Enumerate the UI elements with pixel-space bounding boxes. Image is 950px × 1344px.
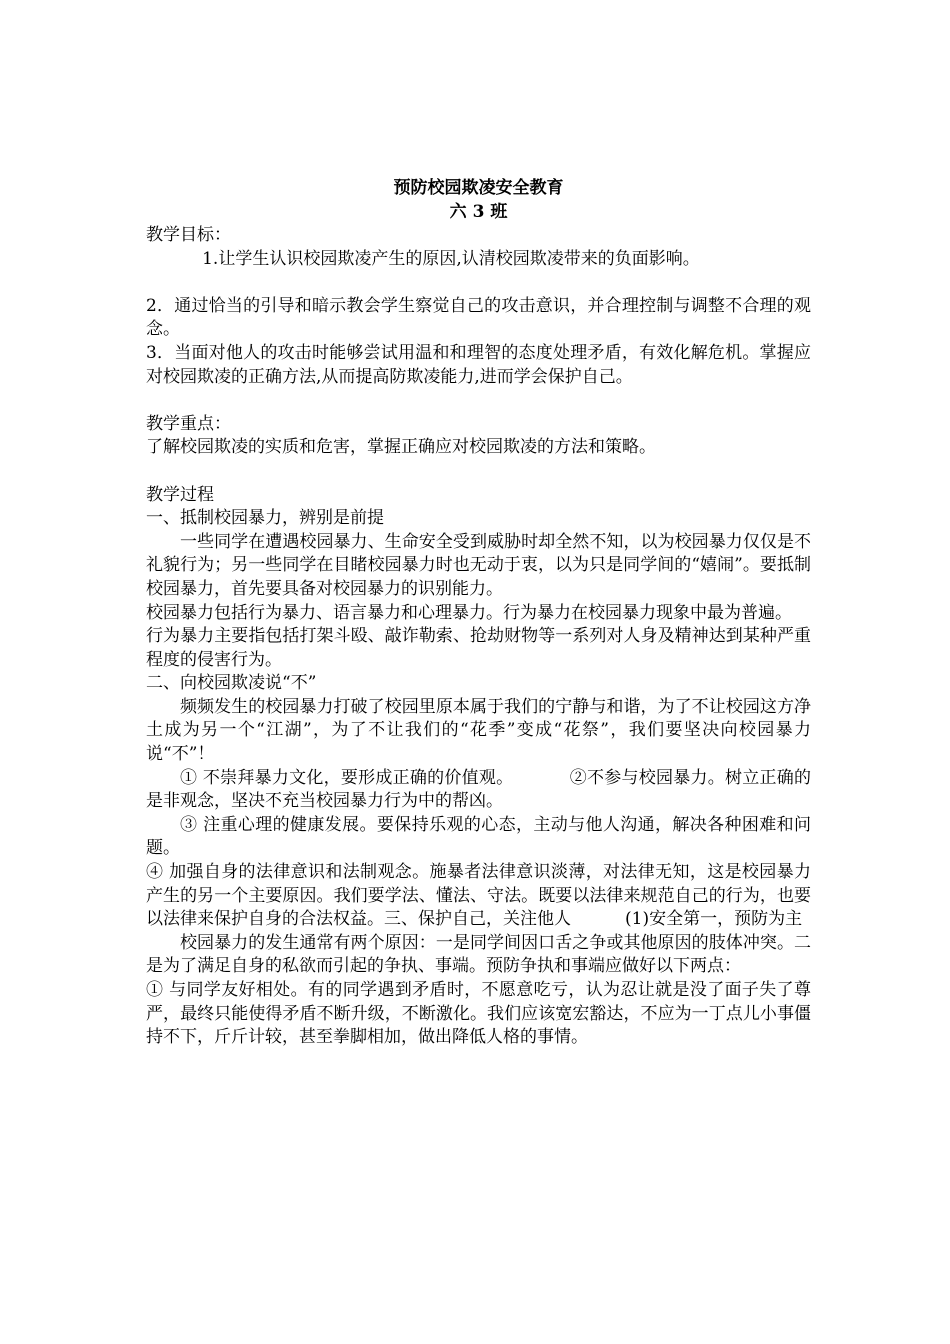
process-heading: 教学过程 [146,484,214,505]
section-2-point: ③ 注重心理的健康发展。要保持乐观的心态，主动与他人沟通，解决各种困难和问题。 [146,814,811,859]
goals-heading: 教学目标： [146,225,231,245]
section-2-heading: 二、向校园欺凌说“不” [146,673,317,694]
blank-line [146,460,811,484]
section-1-paragraph: 校园暴力包括行为暴力、语言暴力和心理暴力。行为暴力在校园暴力现象中最为普遍。 [146,602,792,623]
document-page [146,176,811,1050]
focus-heading: 教学重点： [146,413,231,434]
section-1-paragraph: 一些同学在遭遇校园暴力、生命安全受到威胁时却全然不知，以为校园暴力仅仅是不礼貌行为；另一些同学在目睹校园暴力时也无动于衷，以为只是同学间的“嬉闹”。要抵制校园暴力，首先要具备对校园暴力的识别能力。 [146,531,811,599]
blank-line [146,389,811,413]
goal-1: 1.让学生认识校园欺凌产生的原因,认清校园欺凌带来的负面影响。 [202,248,700,269]
goal-3: 3．当面对他人的攻击时能够尝试用温和和理智的态度处理矛盾，有效化解危机。掌握应对校园欺凌的正确方法,从而提高防欺凌能力,进而学会保护自己。 [146,342,811,387]
section-2-paragraph: 频频发生的校园暴力打破了校园里原本属于我们的宁静与和谐，为了不让校园这方净土成为另一个“江湖”，为了不让我们的“花季”变成“花祭”，我们要坚决向校园暴力说“不”！ [146,696,811,765]
blank-line [146,271,811,295]
section-1-paragraph: 行为暴力主要指包括打架斗殴、敲诈勒索、抢劫财物等一系列对人身及精神达到某种严重程度的侵害行为。 [146,626,811,670]
section-1-heading: 一、抵制校园暴力，辨别是前提 [146,508,384,529]
section-2-point: ① 不崇拜暴力文化，要形成正确的价值观。 ②不参与校园暴力。树立正确的是非观念，坚决不充当校园暴力行为中的帮凶。 [146,767,811,812]
goal-2: 2．通过恰当的引导和暗示教会学生察觉自己的攻击意识，并合理控制与调整不合理的观念。 [146,295,811,340]
section-3-point: ① 与同学友好相处。有的同学遇到矛盾时，不愿意吃亏，认为忍让就是没了面子失了尊严，最终只能使得矛盾不断升级，不断激化。我们应该宽宏豁达，不应为一丁点儿小事僵持不下，斤斤计较，甚至拳脚相加，做出降低人格的事情。 [146,980,811,1048]
focus-text: 了解校园欺凌的实质和危害，掌握正确应对校园欺凌的方法和策略。 [146,437,656,458]
document-title: 预防校园欺凌安全教育 [393,178,564,198]
section-3-paragraph: 校园暴力的发生通常有两个原因：一是同学间因口舌之争或其他原因的肢体冲突。二是为了满足自身的私欲而引起的争执、事端。预防争执和事端应做好以下两点： [146,932,811,977]
section-2-point: ④ 加强自身的法律意识和法制观念。施暴者法律意识淡薄，对法律无知，这是校园暴力产生的另一个主要原因。我们要学法、懂法、守法。既要以法律来规范自己的行为，也要以法律来保护自身的合法权益。三、保护自己，关注他人 (1)安全第一，预防为主 [146,862,811,930]
class-name: 六 3 班 [449,202,508,222]
